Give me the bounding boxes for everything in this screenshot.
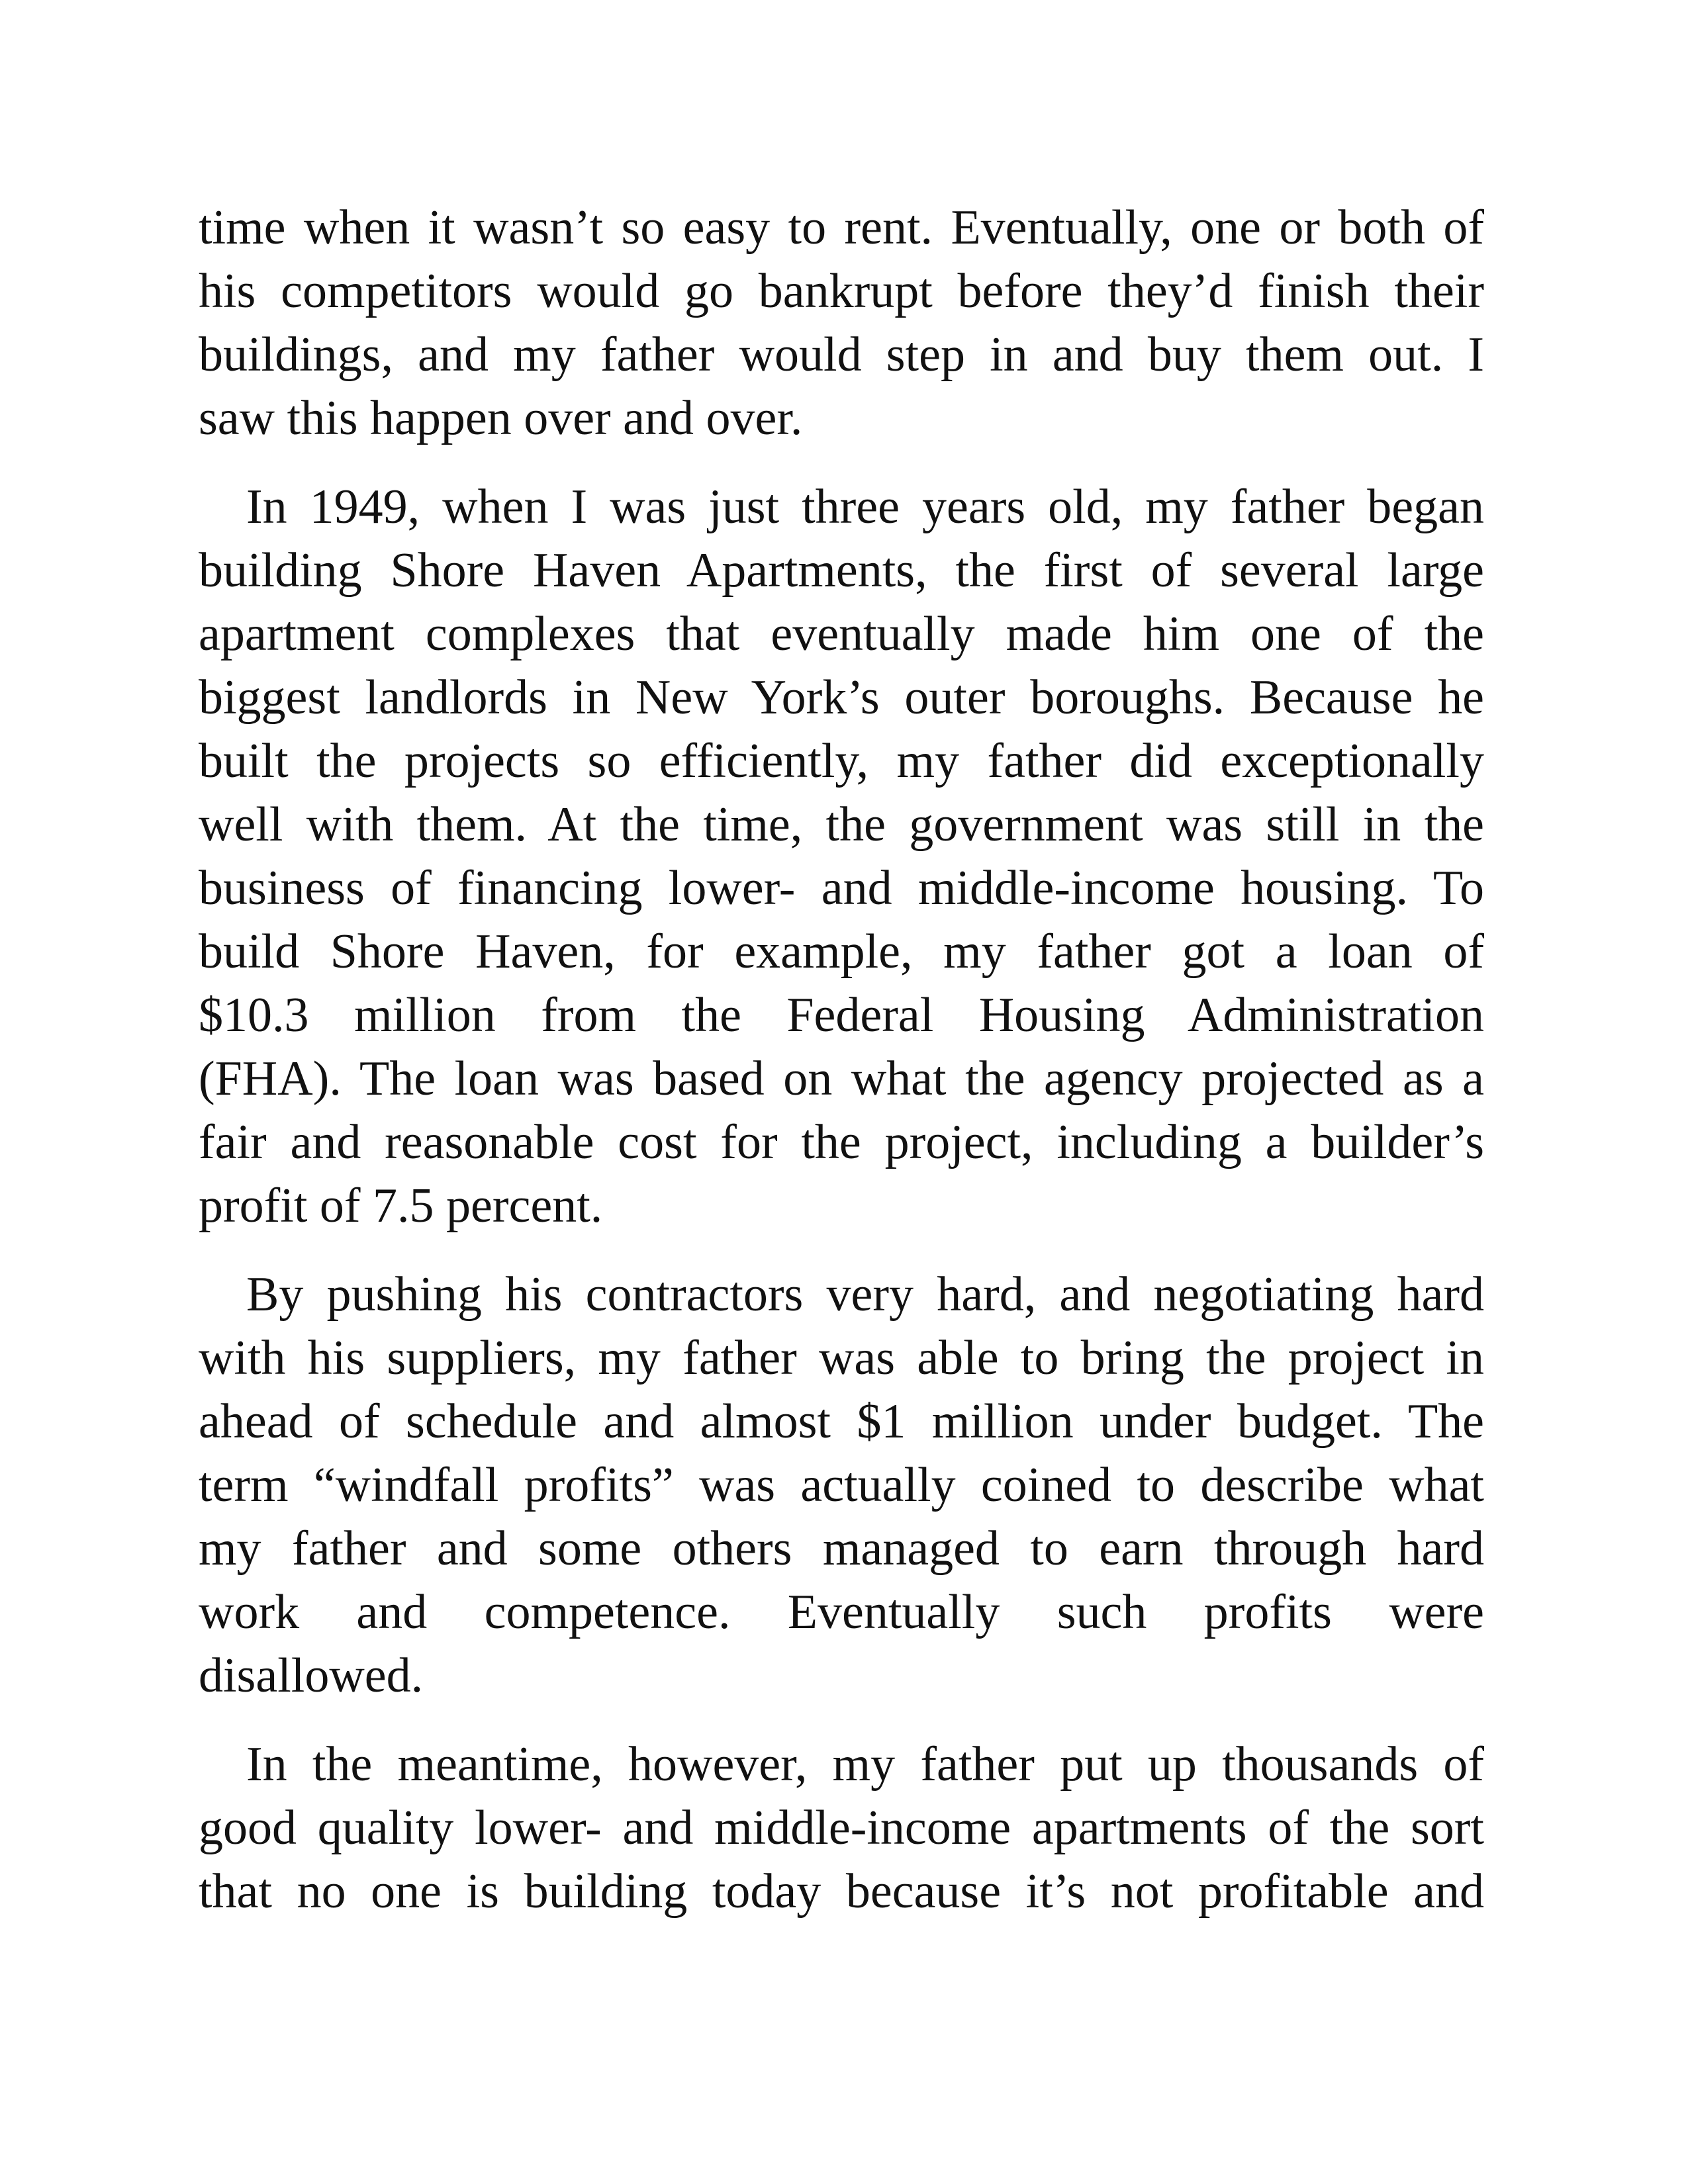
text-line: that no one is building today because it’s not profitable and: [199, 1864, 1484, 1919]
text-line: with his suppliers, my father was able to bring the project in: [199, 1331, 1484, 1385]
paragraph: [199, 1733, 1484, 1923]
text-line: disallowed.: [199, 1649, 424, 1703]
text-line: term “windfall profits” was actually coined to describe what: [199, 1458, 1484, 1512]
text-line: In 1949, when I was just three years old, my father began: [246, 480, 1484, 534]
text-line: fair and reasonable cost for the project, including a builder’s: [199, 1115, 1484, 1169]
text-line: built the projects so efficiently, my father did exceptionally: [199, 734, 1484, 788]
text-line: By pushing his contractors very hard, and negotiating hard: [246, 1267, 1484, 1322]
text-line: saw this happen over and over.: [199, 391, 803, 445]
text-line: well with them. At the time, the government was still in the: [199, 797, 1484, 852]
text-line: In the meantime, however, my father put up thousands of: [246, 1737, 1484, 1792]
text-line: business of financing lower- and middle-income housing. To: [199, 861, 1484, 915]
text-line: ahead of schedule and almost $1 million under budget. The: [199, 1394, 1484, 1449]
paragraph: [199, 475, 1484, 1238]
text-line: buildings, and my father would step in and buy them out. I: [199, 328, 1484, 382]
text-line: time when it wasn’t so easy to rent. Eventually, one or both of: [199, 201, 1484, 255]
body-text: [199, 196, 1484, 1948]
text-line: profit of 7.5 percent.: [199, 1179, 603, 1233]
text-line: build Shore Haven, for example, my father got a loan of: [199, 925, 1484, 979]
text-line: building Shore Haven Apartments, the first of several large: [199, 543, 1484, 598]
text-line: $10.3 million from the Federal Housing Administration: [199, 988, 1484, 1042]
text-line: (FHA). The loan was based on what the agency projected as a: [199, 1052, 1484, 1106]
text-line: work and competence. Eventually such profits were: [199, 1585, 1484, 1639]
text-line: apartment complexes that eventually made him one of the: [199, 607, 1484, 661]
paragraph: [199, 1263, 1484, 1707]
text-line: good quality lower- and middle-income apartments of the sort: [199, 1801, 1484, 1855]
text-line: my father and some others managed to earn through hard: [199, 1522, 1484, 1576]
paragraph: [199, 196, 1484, 450]
text-line: biggest landlords in New York’s outer boroughs. Because he: [199, 670, 1484, 725]
text-line: his competitors would go bankrupt before they’d finish their: [199, 264, 1484, 318]
